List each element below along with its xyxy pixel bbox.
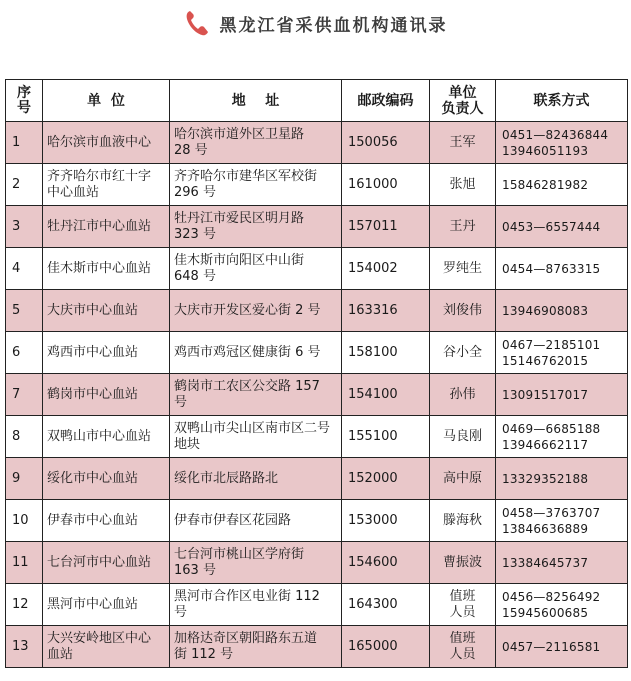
cell-seq: 11 [6,542,43,584]
cell-zip: 153000 [342,500,430,542]
cell-address [170,122,342,164]
cell-address [170,374,342,416]
cell-person [430,290,496,332]
cell-zip: 150056 [342,122,430,164]
cell-contact [496,626,628,668]
cell-contact-line: 15945600685 [502,605,589,620]
table-row [6,626,628,668]
cell-person [430,164,496,206]
table-header-row [6,80,628,122]
header-seq-line1: 序 [17,84,31,101]
cell-address-line: 号 [174,604,188,620]
cell-contact-line: 13946908083 [502,303,589,318]
cell-address-line: 齐齐哈尔市建华区军校街 [174,168,318,184]
cell-address [170,164,342,206]
cell-seq: 1 [6,122,43,164]
header-person-line1: 单位 [448,84,477,101]
cell-person-line: 高中原 [442,470,482,486]
cell-seq: 5 [6,290,43,332]
cell-zip: 161000 [342,164,430,206]
cell-contact-line: 15846281982 [502,177,589,192]
cell-person-line: 张旭 [449,176,476,192]
phone-icon [184,9,210,37]
cell-unit-name-line: 中心血站 [47,184,100,200]
cell-unit-name-line: 大庆市中心血站 [47,302,139,318]
cell-seq: 13 [6,626,43,668]
cell-seq: 8 [6,416,43,458]
table-row [6,374,628,416]
cell-address-line: 绥化市北辰路路北 [174,470,279,486]
cell-seq: 10 [6,500,43,542]
table-row [6,122,628,164]
cell-unit-name-line: 双鸭山市中心血站 [47,428,152,444]
cell-unit-name [43,458,170,500]
cell-address-line: 648 号 [174,268,216,284]
table-row [6,290,628,332]
cell-seq: 7 [6,374,43,416]
cell-contact [496,122,628,164]
cell-person-line: 人员 [449,646,476,662]
cell-contact-line: 0453—6557444 [502,219,601,234]
cell-unit-name-line: 佳木斯市中心血站 [47,260,152,276]
cell-contact-line: 13091517017 [502,387,589,402]
cell-address-line: 号 [174,394,188,410]
cell-unit-name [43,122,170,164]
table-body [6,122,628,668]
cell-address-line: 28 号 [174,142,208,158]
cell-zip: 157011 [342,206,430,248]
cell-address [170,206,342,248]
cell-person-line: 滕海秋 [442,512,482,528]
cell-address-line: 牡丹江市爱民区明月路 [174,210,305,226]
cell-unit-name [43,584,170,626]
cell-contact [496,500,628,542]
cell-address-line: 323 号 [174,226,216,242]
cell-seq: 6 [6,332,43,374]
cell-contact-line: 0467—2185101 [502,337,601,352]
cell-contact-line: 13384645737 [502,555,589,570]
cell-address [170,626,342,668]
cell-contact [496,248,628,290]
cell-address [170,248,342,290]
cell-address-line: 地块 [174,436,201,452]
header-person-line2: 负责人 [441,100,484,117]
cell-person-line: 曹振波 [442,554,482,570]
cell-person [430,542,496,584]
cell-address [170,542,342,584]
cell-contact [496,542,628,584]
cell-zip: 154100 [342,374,430,416]
cell-address-line: 七台河市桃山区学府街 [174,546,305,562]
cell-address-line: 伊春市伊春区花园路 [174,512,292,528]
cell-contact-line: 13946662117 [502,437,589,452]
cell-person [430,458,496,500]
cell-unit-name-line: 大兴安岭地区中心 [47,630,152,646]
cell-zip: 154002 [342,248,430,290]
cell-address-line: 街 112 号 [174,646,234,662]
cell-contact-line: 0451—82436844 [502,127,609,142]
cell-person-line: 马良刚 [442,428,482,444]
cell-person [430,416,496,458]
cell-zip: 158100 [342,332,430,374]
cell-unit-name [43,416,170,458]
cell-person-line: 王军 [449,134,476,150]
header-seq-line2: 号 [17,99,31,116]
title-bar [0,0,631,46]
cell-person [430,332,496,374]
cell-unit-name [43,164,170,206]
cell-person [430,374,496,416]
cell-zip: 163316 [342,290,430,332]
cell-unit-name-line: 牡丹江市中心血站 [47,218,152,234]
cell-unit-name-line: 伊春市中心血站 [47,512,139,528]
cell-unit-name-line: 哈尔滨市血液中心 [47,134,152,150]
cell-contact [496,584,628,626]
cell-unit-name [43,248,170,290]
cell-unit-name [43,626,170,668]
cell-person [430,206,496,248]
cell-person [430,500,496,542]
cell-person-line: 谷小全 [442,344,482,360]
cell-address-line: 双鸭山市尖山区南市区二号 [174,420,331,436]
cell-zip: 155100 [342,416,430,458]
cell-person-line: 刘俊伟 [442,302,482,318]
cell-contact-line: 0458—3763707 [502,505,601,520]
cell-address [170,458,342,500]
cell-unit-name-line: 绥化市中心血站 [47,470,139,486]
cell-unit-name-line: 鹤岗市中心血站 [47,386,139,402]
table-row [6,458,628,500]
cell-unit-name [43,332,170,374]
header-zip: 邮政编码 [342,80,430,122]
cell-unit-name-line: 黑河市中心血站 [47,596,139,612]
cell-address [170,290,342,332]
cell-zip: 152000 [342,458,430,500]
cell-address-line: 鸡西市鸡冠区健康街 6 号 [174,344,321,360]
cell-unit-name-line: 血站 [47,646,74,662]
directory-table [5,79,628,668]
cell-person-line: 孙伟 [449,386,476,402]
title-wrap [184,9,448,37]
cell-seq: 3 [6,206,43,248]
table-row [6,332,628,374]
cell-person-line: 人员 [449,604,476,620]
page-title: 黑龙江省采供血机构通讯录 [219,15,448,36]
cell-unit-name-line: 齐齐哈尔市红十字 [47,168,152,184]
cell-unit-name-line: 鸡西市中心血站 [47,344,139,360]
cell-contact [496,332,628,374]
cell-unit-name [43,542,170,584]
cell-address-line: 黑河市合作区电业街 112 [174,588,320,604]
header-contact: 联系方式 [496,80,628,122]
header-unit: 单 位 [43,80,170,122]
cell-person-line: 王丹 [449,218,476,234]
cell-seq: 9 [6,458,43,500]
cell-person [430,626,496,668]
cell-address-line: 佳木斯市向阳区中山街 [174,252,305,268]
cell-person [430,122,496,164]
header-person [430,80,496,122]
cell-contact-line: 0454—8763315 [502,261,601,276]
cell-address [170,500,342,542]
cell-person-line: 值班 [449,630,476,646]
cell-unit-name [43,206,170,248]
table-row [6,206,628,248]
cell-unit-name [43,290,170,332]
cell-zip: 164300 [342,584,430,626]
cell-person [430,584,496,626]
table-row [6,500,628,542]
cell-address [170,416,342,458]
header-address: 地 址 [170,80,342,122]
cell-unit-name [43,500,170,542]
header-seq [6,80,43,122]
cell-seq: 4 [6,248,43,290]
cell-unit-name [43,374,170,416]
cell-zip: 165000 [342,626,430,668]
cell-contact-line: 15146762015 [502,353,589,368]
cell-address-line: 哈尔滨市道外区卫星路 [174,126,305,142]
cell-contact-line: 13846636889 [502,521,589,536]
cell-contact [496,164,628,206]
cell-contact [496,206,628,248]
table-row [6,416,628,458]
cell-contact-line: 0456—8256492 [502,589,601,604]
table-row [6,248,628,290]
cell-address-line: 163 号 [174,562,216,578]
cell-contact [496,374,628,416]
cell-contact [496,458,628,500]
cell-unit-name-line: 七台河市中心血站 [47,554,152,570]
cell-seq: 2 [6,164,43,206]
cell-contact-line: 13946051193 [502,143,589,158]
cell-contact [496,290,628,332]
cell-person-line: 罗纯生 [442,260,482,276]
cell-zip: 154600 [342,542,430,584]
cell-person-line: 值班 [449,588,476,604]
cell-contact-line: 13329352188 [502,471,589,486]
table-row [6,542,628,584]
cell-address-line: 加格达奇区朝阳路东五道 [174,630,318,646]
table-row [6,584,628,626]
cell-person [430,248,496,290]
cell-address-line: 鹤岗市工农区公交路 157 [174,378,320,394]
cell-address [170,332,342,374]
cell-address-line: 大庆市开发区爱心街 2 号 [174,302,321,318]
table-row [6,164,628,206]
cell-address-line: 296 号 [174,184,216,200]
cell-seq: 12 [6,584,43,626]
cell-contact-line: 0469—6685188 [502,421,601,436]
cell-contact [496,416,628,458]
cell-address [170,584,342,626]
cell-contact-line: 0457—2116581 [502,639,601,654]
